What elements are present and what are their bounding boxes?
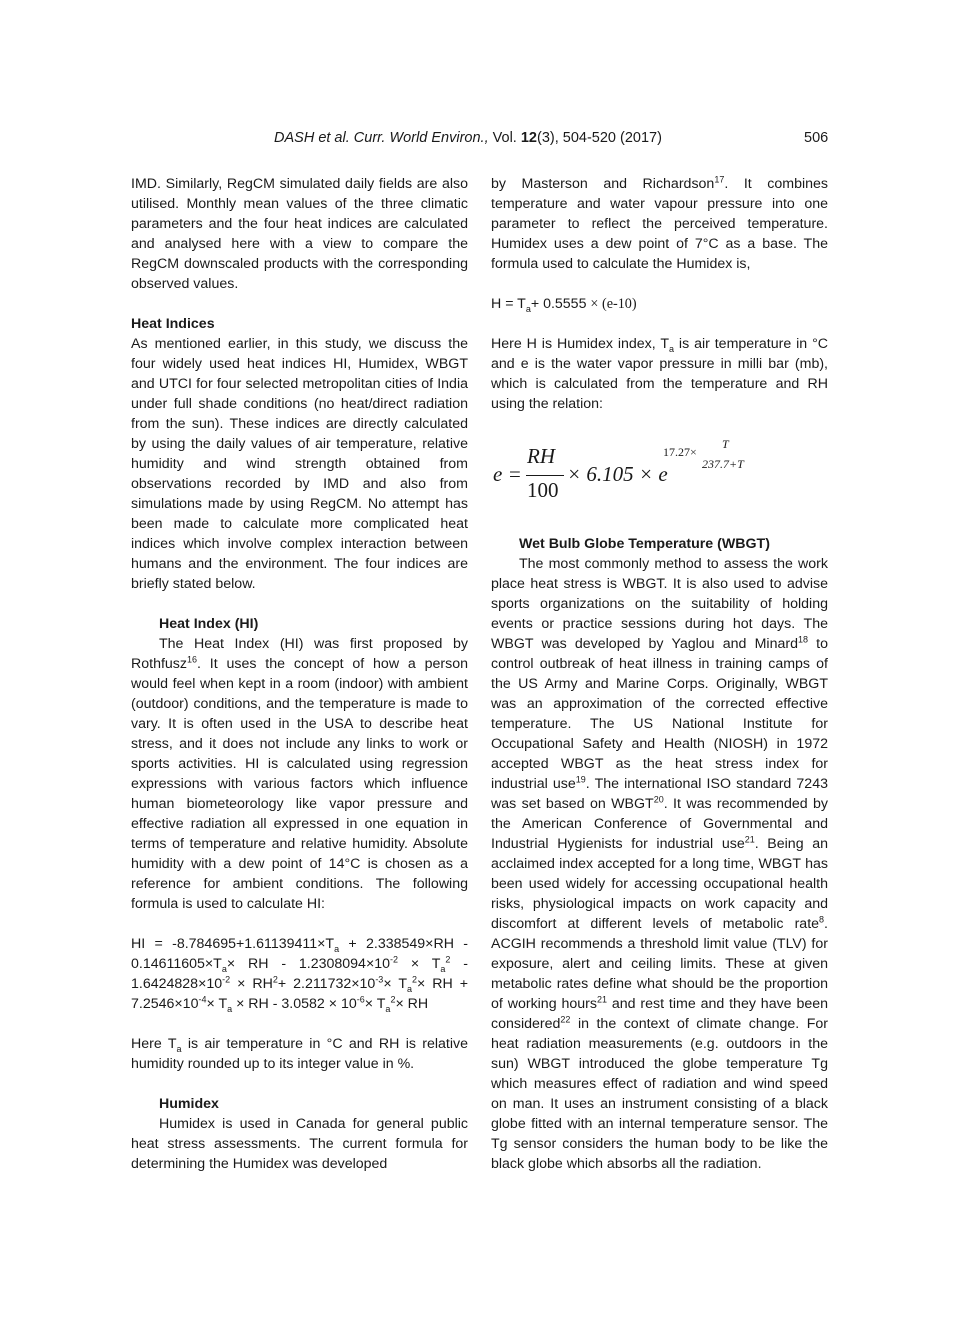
text-segment: . ACGIH recommends a threshold limit value (TLV) for exposure, alert and ceiling limits. These at given metabolic rates define what should be the proportion of working hours [491,916,828,1012]
reference-superscript: 16 [187,654,198,665]
page-number: 506 [804,130,829,146]
humidex-formula: $H = T_a+ 0.5555 \times (e-10)$ [491,296,637,314]
reference-superscript: 22 [560,1014,571,1025]
heading-heat-index: Heat Index (HI) [159,616,259,632]
text-segment: . Being an acclaimed index accepted for a long time, WBGT has been used widely for accessing occupational health risks, physiological impacts on work capacity and discomfort at different levels of metabolic rate [491,836,828,932]
paragraph-heat-index: The Heat Index (HI) was first proposed by Rothfusz$^{16}$. It uses the concept of how a person would feel when kept in a room (indoor) with ambient (outdoor) conditions, and the temperature is made to vary. It is often used in the USA to describe heat stress, and it does not include any links to work or sports activities. HI is calculated using regression expressions with various factors which influence human biometeorology like vapor pressure and effective radiation all expressed in one equation in terms of temperature and relative humidity. Absolute humidity with a dew point of 14°C is chosen as a reference for ambient conditions. The following formula is used to calculate HI: [131,636,468,912]
hi-formula: HI = $-8.784695+1.61139411\times T_a + 2.338549\times RH - 0.14611605\times T_a\times$ RH - $1.2308094\times 10^{-2} \times T_a^2 - 1.6424828\times 10^{-2} \times RH^2+ 2.211732\times 10^{-3}\times T_a^2\times$ RH + $7.2546\times 10^{-4}\times T_a$ × RH - $3.0582 \times 10^{-6}\times T_a^2\times$ RH [131,936,468,1014]
paragraph-humidex: Humidex is used in Canada for general public heat stress assessments. The current formula for determining the Humidex was developed [131,1116,468,1172]
authors: DASH et al. [274,130,350,146]
reference-superscript: 20 [653,794,664,805]
volume-number: 12 [520,130,537,146]
fraction-bar [526,475,564,476]
paragraph-heat-indices: As mentioned earlier, in this study, we discuss the four widely used heat indices HI, Humidex, WBGT and UTCI for four selected metropolitan cities of India under full shade conditions (no heat/direct radiation from the sun). These indices are directly calculated by using the daily values of air temperature, relative humidity and wind strength obtained from observations recorded by IMD and also from simulations made by using RegCM. No attempt has been made to calculate more complicated heat indices which involve complex interaction between humans and the environment. The four indices are briefly stated below. [131,336,468,592]
paragraph-wbgt [491,554,828,1174]
volume-label: Vol. [492,130,517,146]
reference-superscript: 21 [596,994,607,1005]
reference-superscript: 17 [714,174,725,185]
heading-wbgt: Wet Bulb Globe Temperature (WBGT) [519,536,770,552]
vapor-pressure-equation: e = RH 100 × 6.105 × e 17.27× T 237.7+T [493,437,744,502]
reference-superscript: 19 [575,774,586,785]
reference-superscript: 8 [819,914,825,925]
paragraph-intro: IMD. Similarly, RegCM simulated daily fields are also utilised. Monthly mean values of the three climatic parameters and the four heat indices are calculated and analysed here with a view to compare the RegCM downscaled products with the corresponding observed values. [131,176,468,292]
text-segment: to control outbreak of heat illness in training camps of the US Army and Marine Corps. Originally, WBGT was an approximation of the corrected effective temperature. The US National Institute for Occupational Safety and Health (NIOSH) in 1972 accepted WBGT as the heat stress index for industrial use [491,636,828,792]
issue-pages: (3), 504-520 (2017) [537,130,662,146]
paragraph-hi-note: Here $T_a$ is air temperature in °C and RH is relative humidity rounded up to its integer value in %. [131,1036,468,1072]
text-segment: The most commonly method to assess the work place heat stress is WBGT. It is also used to advise sports organizations on the suitability of holding events or practice sessions during hot days. The WBGT was developed by Yaglou and Minard [491,556,828,652]
text-segment: and rest time and they have been considered [491,996,829,1032]
text-segment: . It was recommended by the American Conference of Governmental and Industrial Hygienists for industrial use [491,796,828,852]
journal-name: Curr. World Environ., [353,130,489,146]
text-segment: in the context of climate change. For heat radiation measurements (e.g. outdoors in the sun) WBGT introduced the globe temperature Tg which measures effect of radiation and wind speed on man. It uses an instrument consisting of a black globe fitted with an internal temperature sensor. The Tg sensor considers the human body to be like the black globe which absorbs all the radiation. [491,1016,828,1172]
text-segment: . The international ISO standard 7243 was set based on WBGT [491,776,828,812]
right-column [491,174,828,1174]
running-header [0,130,960,150]
heading-heat-indices: Heat Indices [131,316,215,332]
citation [274,130,662,146]
paragraph-humidex-continued: by Masterson and Richardson$^{17}$. It combines temperature and water vapour pressure into one parameter to reflect the perceived temperature. Humidex uses a dew point of 7°C as a base. The formula used to calculate the Humidex is, [491,174,828,272]
heading-humidex: Humidex [159,1096,219,1112]
reference-superscript: 18 [797,634,808,645]
left-column [131,174,468,1174]
reference-superscript: 21 [744,834,755,845]
paragraph-vapor-note: Here H is Humidex index, $T_a$ is air temperature in °C and e is the water vapor pressure in milli bar (mb), which is calculated from the temperature and RH using the relation: [491,336,828,412]
